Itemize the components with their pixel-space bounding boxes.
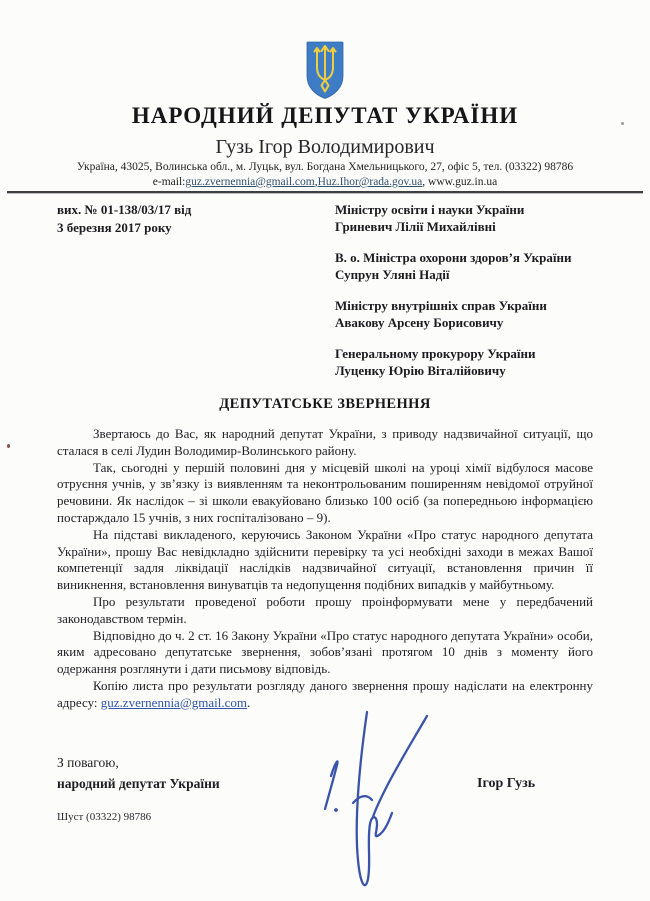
email-link-gmail[interactable]: guz.zvernennia@gmail.com — [185, 176, 315, 188]
reply-email-link[interactable]: guz.zvernennia@gmail.com — [100, 694, 248, 710]
signer-name: Ігор Гузь — [477, 776, 536, 791]
addressee-title: Міністру освіти і науки України — [335, 202, 525, 217]
email-separator-2: , — [422, 176, 429, 188]
body-paragraph: Так, сьогодні у першій половині дня у місцевій школі на уроці хімії відбулося масове отруєння учнів, у зв’язку із виявленням та неконтрольованим поширенням невідомої отруйної речовини. Як наслідок – зі школи евакуйовано близько 100 осіб (за попередньою інформацією постарждало 15 учнів, з них госпіталізовано – 9). — [57, 459, 593, 525]
scan-speck — [7, 444, 10, 448]
addressee-name: Луценку Юрію Віталійовичу — [335, 363, 506, 378]
addressee-block — [335, 201, 615, 393]
addressee-item — [335, 201, 615, 235]
closing-text: Копію листа про результати розгляду даного звернення прошу надіслати на електронну адресу: — [57, 677, 593, 710]
letter-body — [57, 426, 593, 712]
scan-speck — [621, 122, 624, 125]
addressee-title: Міністру внутрішніх справ України — [335, 298, 547, 313]
addressee-name: Гриневич Лілії Михайлівні — [335, 219, 496, 234]
letterhead-deputy-name: Гузь Ігор Володимирович — [215, 136, 435, 158]
reference-number: вих. № 01-138/03/17 від — [57, 202, 192, 217]
reference-block — [57, 201, 191, 237]
ukraine-trident-emblem-icon — [305, 40, 345, 100]
letterhead-divider — [7, 191, 643, 194]
salutation: З повагою, — [57, 755, 119, 770]
addressee-item — [335, 297, 615, 331]
signer-position: народний депутат України — [57, 776, 220, 791]
addressee-title: Генеральному прокурору України — [335, 346, 536, 361]
letterhead-title: НАРОДНИЙ ДЕПУТАТ УКРАЇНИ — [131, 103, 519, 128]
email-link-rada[interactable]: Huz.Ihor@rada.gov.ua — [317, 176, 423, 188]
email-label: e-mail: — [152, 176, 186, 188]
body-paragraph: На підставі викладеного, керуючись Законом України «Про статус народного депутата України», прошу Вас невідкладно здійснити перевірку та усі необхідні заходи в межах Вашої компетенції задля ліквідації наслідків надзвичайної ситуації, встановлення причин її виникнення, встановлення винуватців та недопущення подібних випадків у майбутньому. — [57, 526, 593, 593]
addressee-item — [335, 345, 615, 379]
addressee-title: В. о. Міністра охорони здоров’я України — [335, 250, 572, 265]
document-heading: ДЕПУТАТСЬКЕ ЗВЕРНЕННЯ — [219, 396, 431, 412]
reference-date: 3 березня 2017 року — [57, 220, 172, 235]
email-separator: , — [314, 176, 318, 188]
executor-contact: Шуст (03322) 98786 — [57, 811, 152, 823]
body-paragraph: Про результати проведеної роботи прошу проінформувати мене у передбачений законодавством термін. — [57, 593, 593, 626]
letterhead-address: Україна, 43025, Волинська обл., м. Луцьк, вул. Богдана Хмельницького, 27, офіс 5, тел. (03322) 98786 — [76, 161, 574, 173]
addressee-item — [335, 249, 615, 283]
handwritten-signature — [303, 702, 438, 897]
letterhead-contact-line — [0, 176, 650, 188]
addressee-name: Супрун Уляні Надії — [335, 267, 450, 282]
addressee-name: Авакову Арсену Борисовичу — [335, 315, 504, 330]
body-paragraph: Звертаюсь до Вас, як народний депутат України, з приводу надзвичайної ситуації, що сталася в селі Лудин Володимир-Волинського району. — [57, 426, 593, 458]
closing-period: . — [247, 694, 251, 710]
website-text: www.guz.in.ua — [428, 176, 498, 188]
body-paragraph: Відповідно до ч. 2 ст. 16 Закону України «Про статус народного депутата України» особи, яким адресовано депутатське звернення, зобов’язані протягом 10 днів з моменту його одержання розглянути і дати письмову відповідь. — [57, 627, 593, 677]
